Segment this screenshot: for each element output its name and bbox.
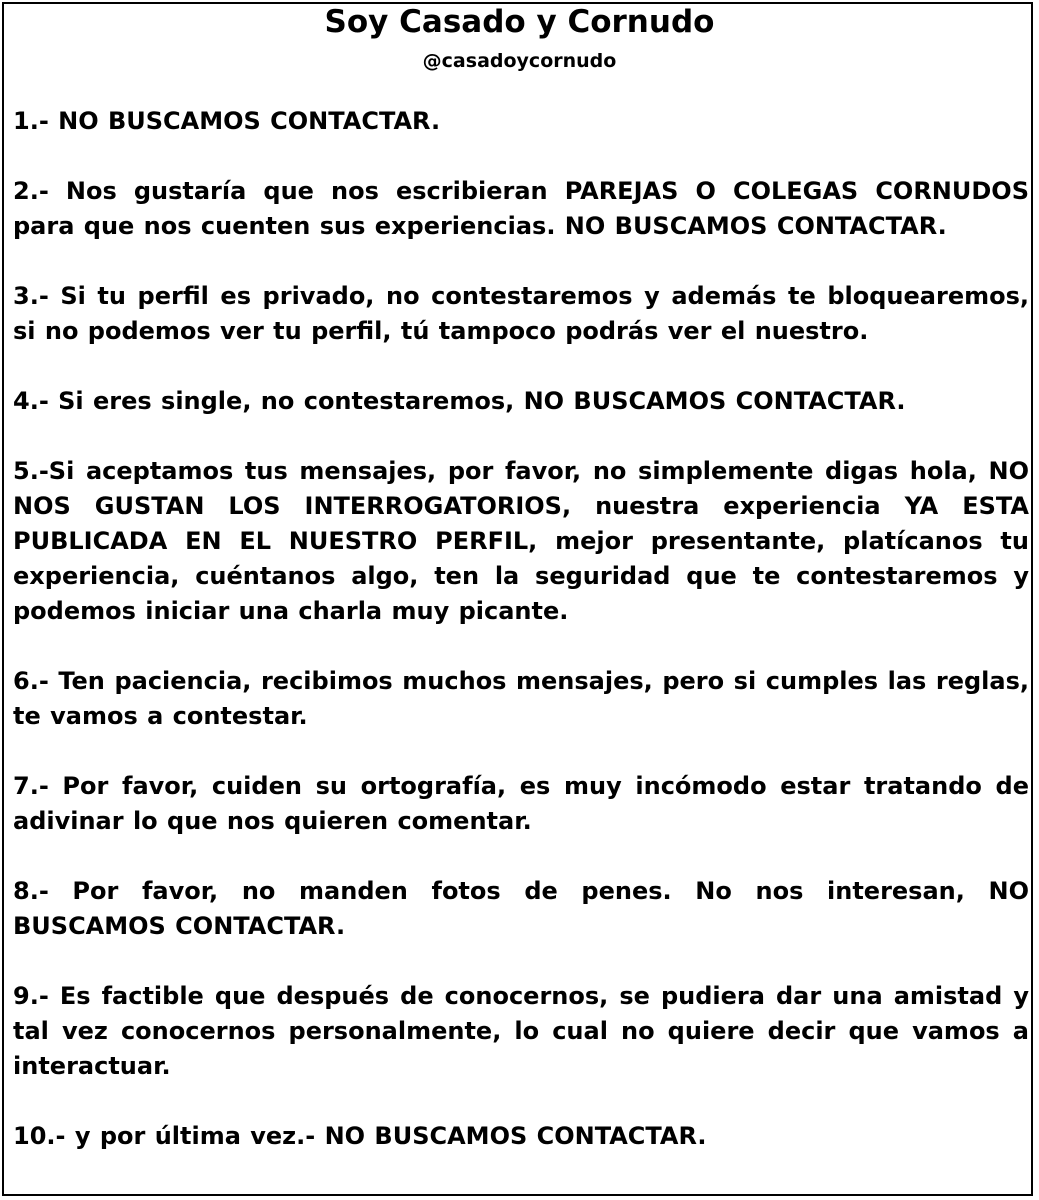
rules-list: [13, 104, 1029, 1154]
rule-4: 4.- Si eres single, no contestaremos, NO BUSCAMOS CONTACTAR.: [13, 387, 906, 415]
rule-6: 6.- Ten paciencia, recibimos muchos mensajes, pero si cumples las reglas, te vamos a contestar.: [13, 667, 1029, 730]
rule-5: 5.-Si aceptamos tus mensajes, por favor, no simplemente digas hola, NO NOS GUSTAN LOS INTERROGATORIOS, nuestra experiencia YA ESTA PUBLICADA EN EL NUESTRO PERFIL, mejor presentante, platícanos tu experiencia, cuéntanos algo, ten la seguridad que te contestaremos y podemos iniciar una charla muy picante.: [13, 457, 1029, 625]
rule-3: 3.- Si tu perfil es privado, no contestaremos y además te bloquearemos, si no podemos ver tu perfil, tú tampoco podrás ver el nuestro.: [13, 282, 1029, 345]
document-title: Soy Casado y Cornudo: [324, 4, 715, 40]
rule-2: 2.- Nos gustaría que nos escribieran PAREJAS O COLEGAS CORNUDOS para que nos cuenten sus experiencias. NO BUSCAMOS CONTACTAR.: [13, 177, 1029, 240]
rule-7: 7.- Por favor, cuiden su ortografía, es muy incómodo estar tratando de adivinar lo que nos quieren comentar.: [13, 772, 1029, 835]
rule-1: 1.- NO BUSCAMOS CONTACTAR.: [13, 107, 441, 135]
rule-8: 8.- Por favor, no manden fotos de penes. No nos interesan, NO BUSCAMOS CONTACTAR.: [13, 877, 1029, 940]
account-handle: @casadoycornudo: [422, 50, 617, 72]
rule-9: 9.- Es factible que después de conocernos, se pudiera dar una amistad y tal vez conocernos personalmente, lo cual no quiere decir que vamos a interactuar.: [13, 982, 1029, 1080]
rule-10: 10.- y por última vez.- NO BUSCAMOS CONTACTAR.: [13, 1122, 707, 1150]
